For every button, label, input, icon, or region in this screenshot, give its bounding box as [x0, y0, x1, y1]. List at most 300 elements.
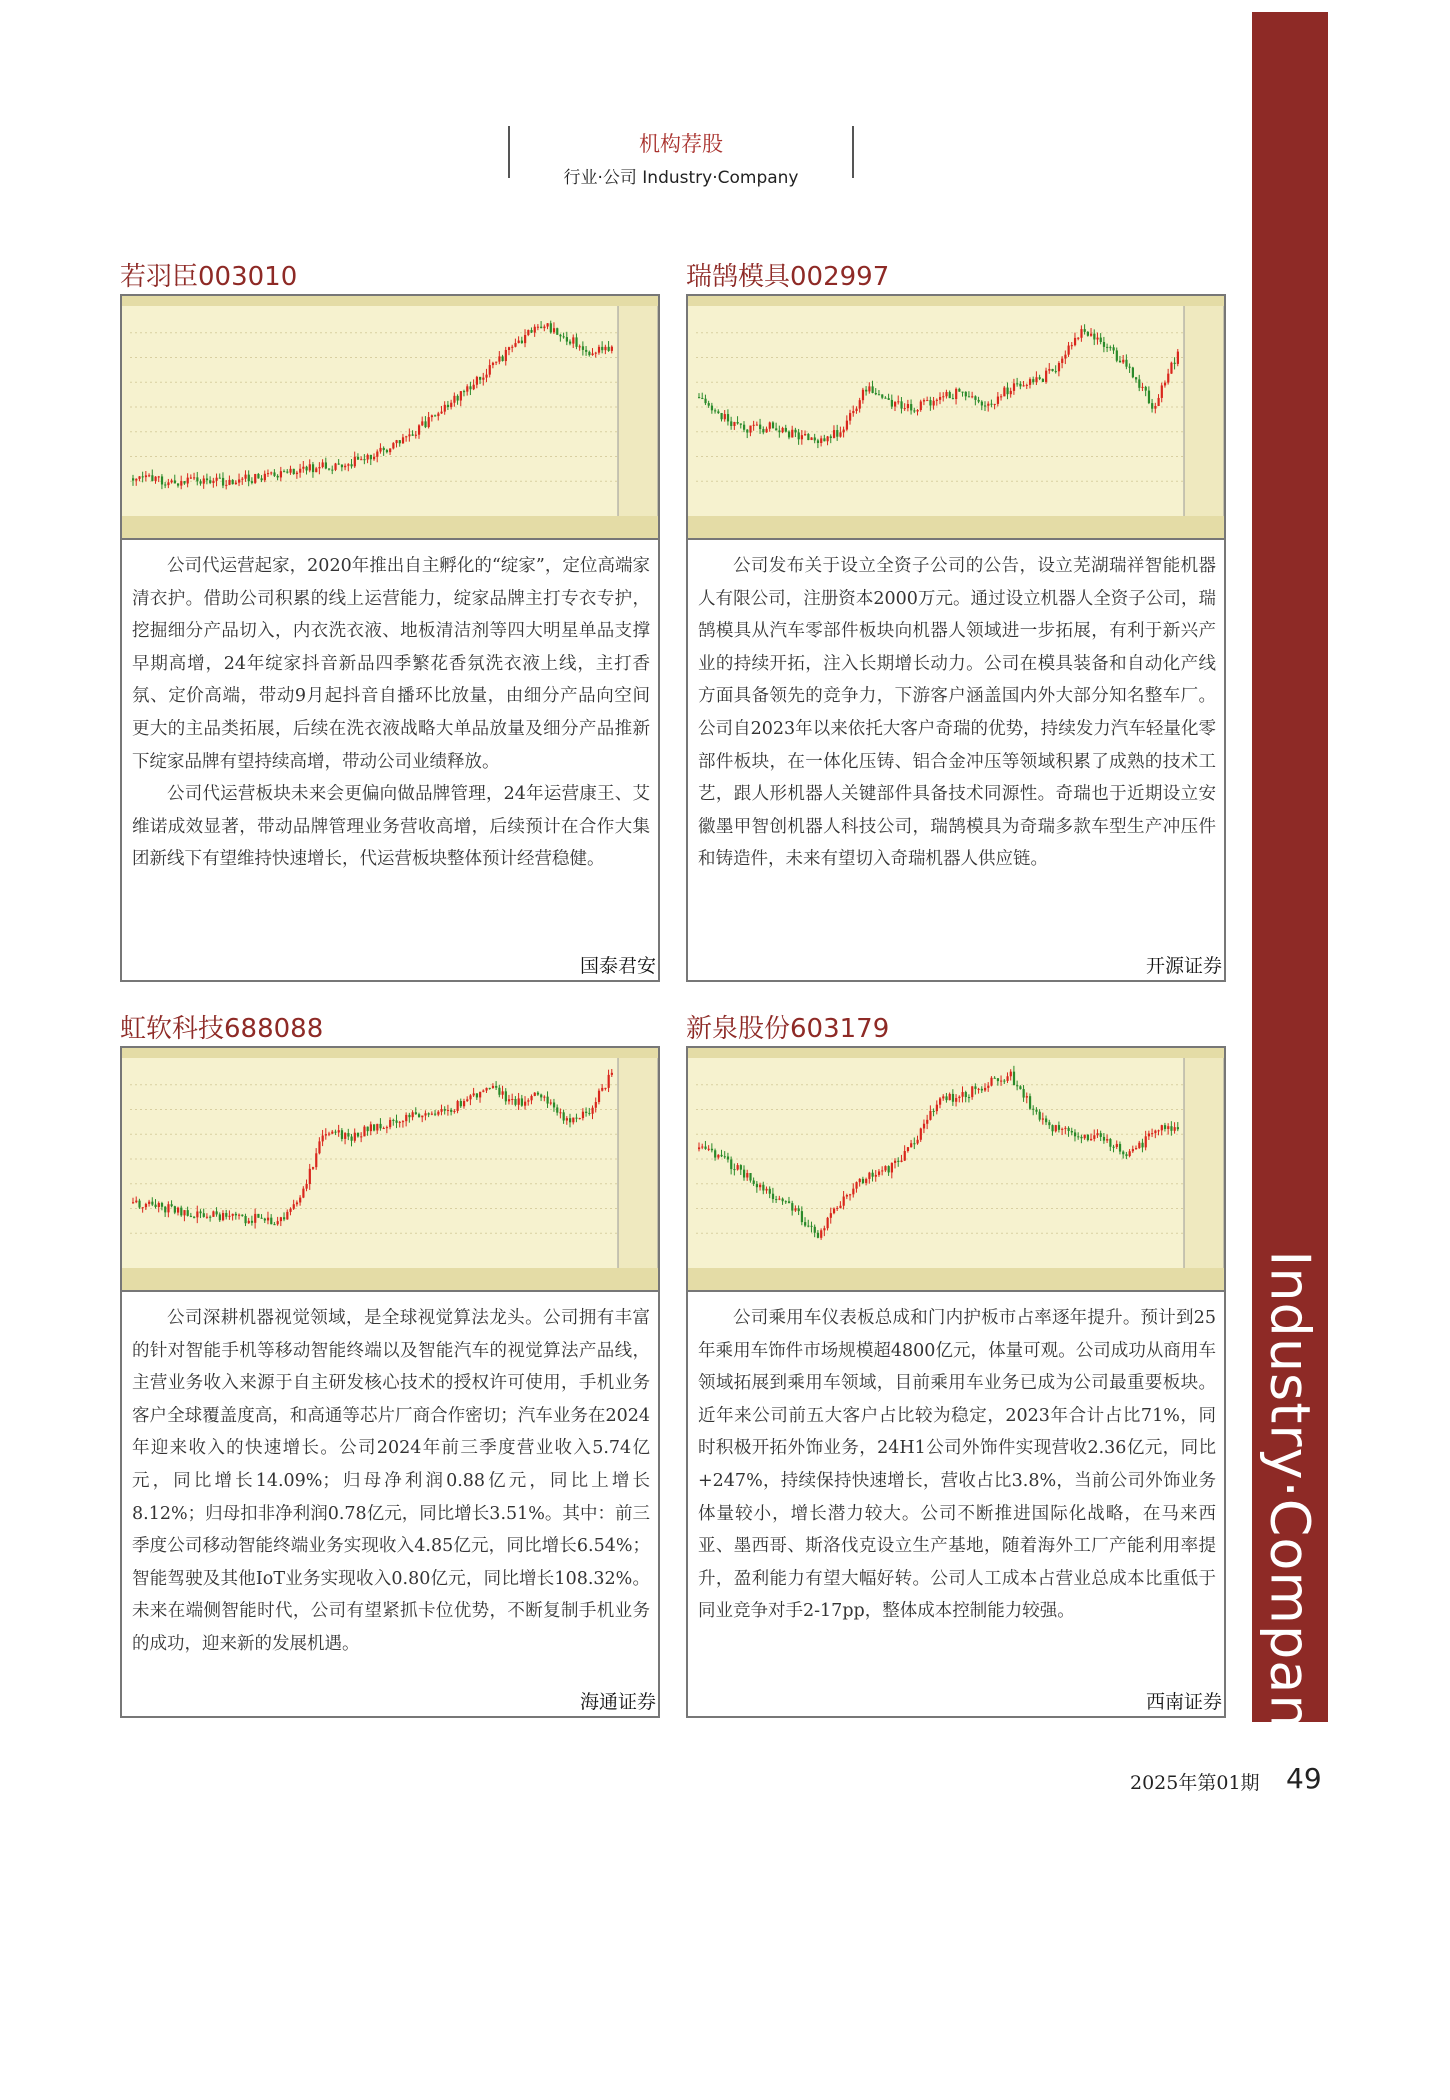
- candle-body: [579, 1118, 581, 1119]
- candle-body: [389, 1120, 391, 1127]
- candle-body: [363, 1127, 365, 1137]
- candle-body: [1100, 1133, 1102, 1137]
- candle-body: [527, 1100, 529, 1101]
- candle-body: [990, 1078, 992, 1086]
- candle-body: [383, 448, 385, 450]
- side-banner-text-wrap: [1256, 1249, 1324, 1763]
- candle-body: [1068, 1128, 1070, 1131]
- candle-body: [961, 392, 963, 393]
- candle-body: [222, 1213, 224, 1220]
- candle-body: [759, 425, 761, 429]
- candle-body: [1035, 1110, 1037, 1112]
- candle-body: [1003, 1081, 1005, 1082]
- candle-body: [344, 1133, 346, 1139]
- candle-body: [228, 480, 230, 485]
- candle-body: [453, 396, 455, 403]
- candle-body: [900, 1161, 902, 1162]
- candle-body: [1077, 1136, 1079, 1137]
- candle-body: [984, 405, 986, 406]
- section-subtitle: 行业·公司 Industry·Company: [563, 168, 799, 188]
- candle-body: [965, 1092, 967, 1097]
- candle-body: [823, 438, 825, 441]
- candle-body: [1158, 1130, 1160, 1131]
- candle-body: [164, 1207, 166, 1213]
- stock-text-box: [686, 540, 1226, 982]
- candle-body: [1096, 1133, 1098, 1135]
- candle-body: [1132, 1149, 1134, 1151]
- candle-body: [556, 1107, 558, 1112]
- candle-body: [1042, 379, 1044, 382]
- candle-body: [412, 434, 414, 435]
- candle-body: [386, 1127, 388, 1128]
- candle-body: [1170, 1126, 1172, 1131]
- candle-body: [884, 1166, 886, 1170]
- candle-body: [257, 1214, 259, 1218]
- candle-body: [846, 421, 848, 430]
- candle-body: [698, 397, 700, 398]
- candle-body: [241, 479, 243, 480]
- candle-body: [804, 1222, 806, 1226]
- candle-body: [334, 1132, 336, 1133]
- candle-body: [145, 475, 147, 477]
- candle-body: [839, 432, 841, 436]
- candle-body: [447, 405, 449, 407]
- candle-body: [762, 429, 764, 432]
- candle-body: [1093, 334, 1095, 340]
- candle-body: [264, 1219, 266, 1221]
- candle-body: [1080, 329, 1082, 338]
- candle-body: [1103, 1137, 1105, 1141]
- candle-body: [987, 1086, 989, 1088]
- candle-body: [865, 390, 867, 392]
- candle-body: [714, 1150, 716, 1157]
- candle-body: [289, 1209, 291, 1212]
- candle-body: [852, 1189, 854, 1195]
- candle-body: [1138, 1143, 1140, 1148]
- candle-body: [177, 1208, 179, 1213]
- candle-body: [315, 1153, 317, 1167]
- candle-body: [167, 482, 169, 485]
- candle-body: [187, 1210, 189, 1216]
- candle-body: [1135, 1148, 1137, 1149]
- candle-body: [611, 347, 613, 351]
- candle-body: [1106, 347, 1108, 348]
- candle-body: [367, 1127, 369, 1132]
- candle-body: [910, 1143, 912, 1147]
- candle-body: [521, 341, 523, 344]
- candle-body: [579, 346, 581, 347]
- candle-body: [1129, 1151, 1131, 1156]
- candle-body: [820, 1230, 822, 1238]
- candle-body: [244, 1216, 246, 1223]
- candle-body: [251, 481, 253, 483]
- candle-body: [482, 1091, 484, 1092]
- candle-body: [788, 1201, 790, 1203]
- candle-body: [820, 438, 822, 443]
- candle-body: [942, 396, 944, 397]
- candle-body: [296, 1202, 298, 1204]
- candle-body: [939, 1098, 941, 1104]
- candle-body: [849, 413, 851, 421]
- candle-body: [325, 462, 327, 468]
- candle-body: [1013, 1072, 1015, 1086]
- candle-body: [476, 377, 478, 385]
- candlestick-chart-graphic: [122, 1048, 658, 1290]
- candle-body: [785, 428, 787, 432]
- candle-body: [148, 475, 150, 476]
- candle-body: [1100, 338, 1102, 342]
- candle-body: [534, 1093, 536, 1096]
- candle-body: [598, 1091, 600, 1102]
- candle-body: [559, 335, 561, 337]
- candle-body: [759, 1185, 761, 1187]
- candle-body: [280, 471, 282, 477]
- candle-body: [746, 430, 748, 433]
- candle-body: [778, 1199, 780, 1200]
- candle-body: [190, 1216, 192, 1217]
- candle-body: [1026, 385, 1028, 386]
- candle-body: [489, 1088, 491, 1089]
- candle-body: [351, 464, 353, 466]
- candle-body: [457, 1101, 459, 1111]
- candle-body: [505, 1091, 507, 1101]
- candle-body: [235, 1214, 237, 1216]
- candle-body: [1148, 391, 1150, 403]
- candle-body: [598, 347, 600, 353]
- candle-body: [232, 480, 234, 484]
- candle-body: [929, 400, 931, 405]
- candle-body: [798, 432, 800, 439]
- candle-body: [698, 1147, 700, 1149]
- candle-body: [399, 440, 401, 443]
- chart-price-axis: [618, 1048, 658, 1290]
- candle-body: [1000, 396, 1002, 397]
- candle-body: [183, 481, 185, 483]
- candle-body: [936, 400, 938, 401]
- candle-body: [801, 1211, 803, 1222]
- candle-body: [199, 481, 201, 483]
- candle-body: [418, 1114, 420, 1117]
- candle-body: [1048, 369, 1050, 371]
- candle-body: [746, 1173, 748, 1177]
- candle-body: [788, 432, 790, 438]
- candle-body: [933, 1111, 935, 1112]
- candle-body: [466, 1099, 468, 1101]
- candle-body: [415, 1112, 417, 1114]
- candle-body: [572, 1118, 574, 1123]
- candle-body: [283, 1217, 285, 1219]
- candle-body: [810, 1226, 812, 1227]
- candle-body: [740, 423, 742, 424]
- candle-body: [469, 386, 471, 389]
- candle-body: [595, 1102, 597, 1108]
- candle-body: [817, 1233, 819, 1238]
- candle-body: [1119, 361, 1121, 363]
- candle-body: [453, 1111, 455, 1112]
- candle-body: [814, 1227, 816, 1233]
- candle-body: [489, 365, 491, 375]
- candle-body: [1064, 355, 1066, 359]
- candle-body: [708, 403, 710, 406]
- candle-body: [1174, 363, 1176, 364]
- candle-body: [415, 435, 417, 436]
- candle-body: [720, 1155, 722, 1156]
- candle-body: [588, 352, 590, 355]
- candle-body: [859, 400, 861, 408]
- candle-body: [460, 391, 462, 400]
- candle-body: [891, 1163, 893, 1173]
- stock-chart-image: [120, 294, 660, 540]
- candle-body: [161, 476, 163, 484]
- candle-body: [257, 474, 259, 478]
- candle-body: [273, 1224, 275, 1225]
- candle-body: [827, 436, 829, 441]
- candle-body: [814, 437, 816, 440]
- candle-body: [485, 375, 487, 378]
- candle-body: [476, 1093, 478, 1097]
- candle-body: [804, 434, 806, 435]
- candle-body: [518, 341, 520, 343]
- candle-body: [135, 1201, 137, 1203]
- stock-chart-image: [120, 1046, 660, 1292]
- chart-price-axis: [1184, 296, 1224, 538]
- candle-body: [1129, 367, 1131, 368]
- candle-body: [151, 1202, 153, 1205]
- candle-body: [952, 398, 954, 399]
- candle-body: [997, 397, 999, 404]
- candle-body: [1039, 1112, 1041, 1120]
- candle-body: [843, 430, 845, 433]
- candle-body: [212, 1211, 214, 1216]
- candle-body: [450, 1110, 452, 1112]
- candle-body: [1019, 1086, 1021, 1089]
- candle-body: [289, 469, 291, 473]
- candle-body: [463, 1101, 465, 1106]
- candle-body: [737, 422, 739, 423]
- candle-body: [859, 1179, 861, 1182]
- candle-body: [277, 1221, 279, 1224]
- candle-body: [981, 402, 983, 406]
- candle-body: [1013, 383, 1015, 391]
- candle-body: [530, 330, 532, 332]
- candle-body: [971, 396, 973, 397]
- candle-body: [547, 323, 549, 326]
- candle-body: [463, 391, 465, 392]
- candle-body: [216, 478, 218, 481]
- candle-body: [753, 1181, 755, 1184]
- candle-body: [479, 377, 481, 380]
- candle-body: [743, 1170, 745, 1178]
- candle-body: [868, 386, 870, 391]
- candle-body: [981, 1089, 983, 1091]
- candle-body: [810, 437, 812, 440]
- candle-body: [823, 1228, 825, 1230]
- candle-body: [733, 1169, 735, 1170]
- candle-body: [357, 457, 359, 460]
- candle-body: [498, 356, 500, 361]
- candle-body: [553, 1102, 555, 1107]
- candle-body: [322, 1136, 324, 1142]
- candle-body: [514, 1099, 516, 1105]
- chart-caption-bar: [688, 296, 1224, 306]
- candle-body: [608, 347, 610, 351]
- candle-body: [485, 1088, 487, 1091]
- candle-body: [1016, 383, 1018, 384]
- candle-body: [926, 1120, 928, 1124]
- candle-body: [765, 1189, 767, 1191]
- candle-body: [1145, 1136, 1147, 1147]
- candle-body: [424, 421, 426, 427]
- candle-body: [437, 1112, 439, 1115]
- candle-body: [575, 337, 577, 346]
- candle-body: [138, 1201, 140, 1208]
- candle-body: [733, 422, 735, 426]
- candle-body: [708, 1149, 710, 1150]
- candle-body: [1087, 332, 1089, 336]
- candle-body: [395, 1120, 397, 1122]
- candle-body: [1071, 345, 1073, 346]
- candle-body: [794, 430, 796, 433]
- candle-body: [1048, 1122, 1050, 1125]
- candle-body: [199, 1211, 201, 1213]
- candle-body: [1010, 1072, 1012, 1077]
- candle-body: [222, 478, 224, 486]
- candle-body: [187, 478, 189, 484]
- stock-name-code: 虹软科技688088: [120, 1014, 324, 1044]
- candle-body: [322, 462, 324, 467]
- candle-body: [328, 469, 330, 470]
- candle-body: [830, 436, 832, 437]
- candle-body: [1113, 347, 1115, 350]
- candle-body: [1068, 346, 1070, 355]
- candle-body: [1061, 359, 1063, 363]
- candle-body: [434, 415, 436, 416]
- candle-body: [261, 1218, 263, 1219]
- candle-body: [418, 425, 420, 434]
- paragraph: 公司乘用车仪表板总成和门内护板市占率逐年提升。预计到25年乘用车饰件市场规模超4800亿元，体量可观。公司成功从商用车领域拓展到乘用车领域，目前乘用车业务已成为公司最重要板块。近年来公司前五大客户占比较为稳定，2023年合计占比71%，同时积极开拓外饰业务，24H1公司外饰件实现营收2.36亿元，同比+247%，持续保持快速增长，营收占比3.8%，当前公司外饰业务体量较小，增长潜力较大。公司不断推进国际化战略，在马来西亚、墨西哥、斯洛伐克设立生产基地，随着海外工厂产能利用率提升，盈利能力有望大幅好转。公司人工成本占营业总成本比重低于同业竞争对手2-17pp，整体成本控制能力较强。: [698, 1308, 1216, 1622]
- candle-body: [1000, 1081, 1002, 1082]
- candle-body: [920, 1128, 922, 1139]
- candle-body: [888, 1166, 890, 1172]
- candle-body: [1055, 371, 1057, 372]
- candle-body: [1023, 1089, 1025, 1098]
- candle-body: [1141, 1143, 1143, 1148]
- candle-body: [1103, 342, 1105, 347]
- candle-body: [132, 1202, 134, 1203]
- candle-body: [1045, 1118, 1047, 1122]
- candle-body: [711, 406, 713, 411]
- candle-body: [836, 430, 838, 437]
- candle-body: [1145, 387, 1147, 391]
- chart-footer-bar: [122, 516, 658, 538]
- candle-body: [753, 425, 755, 426]
- candle-body: [540, 1095, 542, 1098]
- candle-body: [881, 395, 883, 398]
- candle-body: [270, 472, 272, 473]
- candle-body: [180, 481, 182, 486]
- candle-body: [447, 1110, 449, 1111]
- candle-body: [559, 1112, 561, 1113]
- candle-body: [872, 1173, 874, 1177]
- candle-body: [550, 323, 552, 332]
- section-title: 机构荐股: [639, 132, 723, 156]
- candle-body: [1138, 379, 1140, 387]
- candle-body: [216, 1211, 218, 1214]
- candle-body: [1010, 391, 1012, 394]
- candle-body: [142, 1207, 144, 1208]
- side-banner-text: Industry·Company: [1258, 1249, 1322, 1763]
- candle-body: [203, 478, 205, 483]
- chart-price-axis: [618, 296, 658, 538]
- candlestick-chart-graphic: [688, 296, 1224, 538]
- candle-body: [293, 469, 295, 474]
- candle-body: [395, 440, 397, 443]
- candle-body: [1039, 377, 1041, 379]
- candle-body: [984, 1088, 986, 1091]
- candle-body: [524, 335, 526, 343]
- candle-body: [248, 475, 250, 482]
- candle-body: [412, 1112, 414, 1117]
- candle-body: [749, 1173, 751, 1181]
- candle-body: [376, 452, 378, 457]
- candle-body: [357, 1133, 359, 1137]
- candle-body: [261, 478, 263, 480]
- candle-body: [354, 457, 356, 467]
- candle-body: [1109, 347, 1111, 348]
- candle-body: [1151, 1133, 1153, 1134]
- candle-body: [473, 385, 475, 390]
- candle-body: [212, 481, 214, 483]
- candle-body: [1077, 338, 1079, 339]
- stock-card: [686, 1012, 1226, 1718]
- candle-body: [502, 356, 504, 361]
- candle-body: [1064, 1128, 1066, 1129]
- candle-body: [974, 396, 976, 400]
- candle-body: [807, 434, 809, 440]
- candle-body: [785, 1201, 787, 1202]
- candle-body: [547, 1097, 549, 1104]
- candle-body: [171, 1204, 173, 1206]
- candle-body: [543, 327, 545, 329]
- candle-body: [955, 1098, 957, 1102]
- candle-body: [502, 1091, 504, 1094]
- candle-body: [434, 1114, 436, 1115]
- candle-body: [302, 467, 304, 469]
- candle-body: [161, 1203, 163, 1207]
- candle-body: [254, 1214, 256, 1223]
- candle-body: [318, 467, 320, 468]
- candle-body: [225, 485, 227, 486]
- candle-body: [878, 394, 880, 395]
- candle-body: [1109, 1139, 1111, 1147]
- candle-body: [389, 448, 391, 452]
- candle-body: [341, 1130, 343, 1139]
- candle-body: [910, 404, 912, 410]
- candle-body: [540, 327, 542, 328]
- paragraph: 公司深耕机器视觉领域，是全球视觉算法龙头。公司拥有丰富的针对智能手机等移动智能终端以及智能汽车的视觉算法产品线，主营业务收入来源于自主研发核心技术的授权许可使用，手机业务客户全球覆盖度高，和高通等芯片厂商合作密切；汽车业务在2024年迎来收入的快速增长。公司2024年前三季度营业收入5.74亿元，同比增长14.09%；归母净利润0.88亿元，同比上增长8.12%；归母扣非净利润0.78亿元，同比增长3.51%。其中：前三季度公司移动智能终端业务实现收入4.85亿元，同比增长6.54%；智能驾驶及其他IoT业务实现收入0.80亿元，同比增长108.32%。未来在端侧智能时代，公司有望紧抓卡位优势，不断复制手机业务的成功，迎来新的发展机遇。: [132, 1308, 650, 1654]
- candle-body: [717, 1155, 719, 1158]
- candle-body: [798, 1208, 800, 1211]
- candle-body: [424, 1113, 426, 1115]
- candle-body: [312, 1167, 314, 1169]
- candle-body: [891, 400, 893, 407]
- candle-body: [1170, 363, 1172, 374]
- candle-body: [862, 390, 864, 400]
- candle-body: [270, 1218, 272, 1225]
- candle-body: [1058, 363, 1060, 371]
- stock-name-code: 若羽臣003010: [120, 262, 298, 292]
- candle-body: [235, 483, 237, 485]
